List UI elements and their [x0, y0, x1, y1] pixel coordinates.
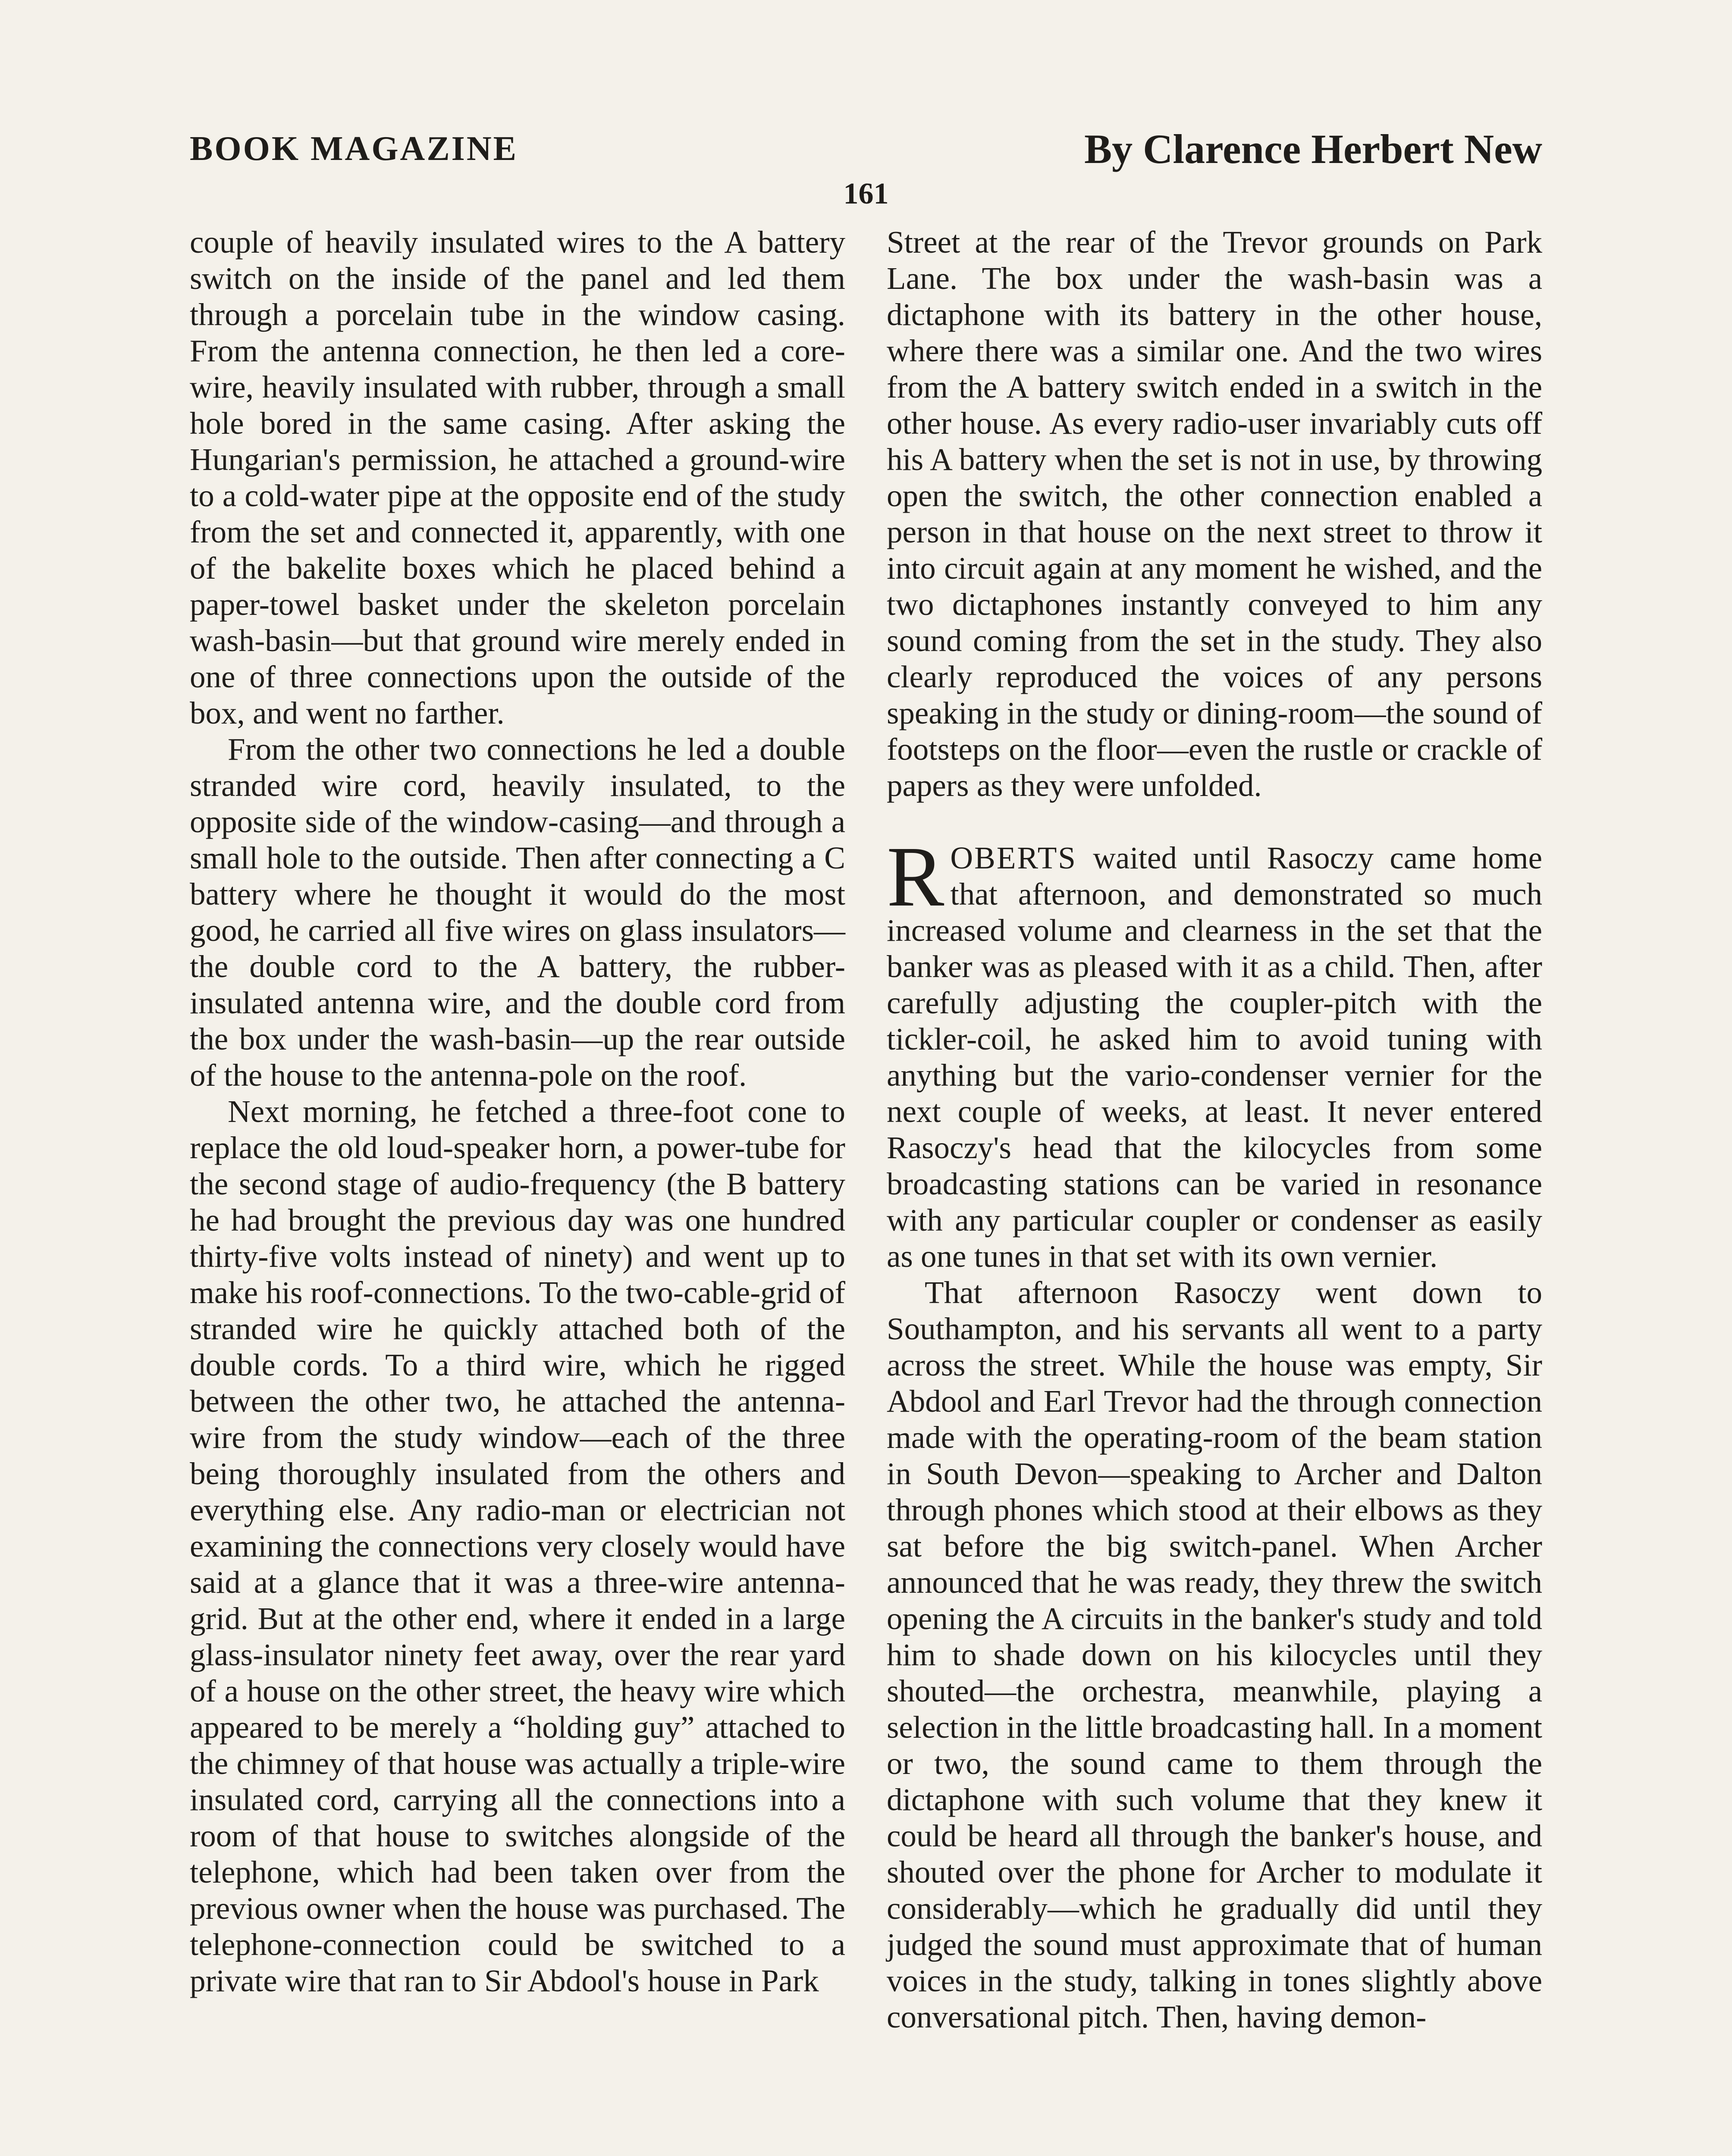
right-column [887, 224, 1542, 2035]
running-head-author: By Clarence Herbert New [1084, 126, 1542, 172]
paragraph-text: waited until Rasoczy came home that afternoon, and demonstrated so much increased volume and clearness in the set that the banker was as pleased with it as a child. Then, after carefully adjusting the coupler-pitch with the tickler-coil, he asked him to avoid tuning with anything but the vario-condenser vernier for the next couple of weeks, at least. It never entered Rasoczy's head that the kilocycles from some broadcasting stations can be varied in resonance with any particular coupler or condenser as easily as one tunes in that set with its own vernier. [887, 840, 1542, 1274]
paragraph: Next morning, he fetched a three-foot cone to replace the old loud-speaker horn, a power-tube for the second stage of audio-frequency (the B battery he had brought the previous day was one hundred thirty-five volts instead of ninety) and went up to make his roof-connections. To the two-cable-grid of stranded wire he quickly attached both of the double cords. To a third wire, which he rigged between the other two, he attached the antenna-wire from the study window—each of the three being thoroughly insulated from the others and everything else. Any radio-man or electrician not examining the connections very closely would have said at a glance that it was a three-wire antenna-grid. But at the other end, where it ended in a large glass-insulator ninety feet away, over the rear yard of a house on the other street, the heavy wire which appeared to be merely a “holding guy” attached to the chimney of that house was actually a triple-wire insulated cord, carrying all the connections into a room of that house to switches alongside of the telephone, which had been taken over from the previous owner when the house was purchased. The telephone-connection could be switched to a private wire that ran to Sir Abdool's house in Park [190, 1094, 845, 1998]
running-head-magazine: BOOK MAGAZINE [190, 130, 518, 168]
paragraph: Street at the rear of the Trevor grounds on Park Lane. The box under the wash-basin was a dictaphone with its battery in the other house, where there was a similar one. And the two wires from the A battery switch ended in a switch in the other house. As every radio-user invariably cuts off his A battery when the set is not in use, by throwing open the switch, the other connection enabled a person in that house on the next street to throw it into circuit again at any moment he wished, and the two dictaphones instantly conveyed to him any sound coming from the set in the study. They also clearly reproduced the voices of any persons speaking in the study or dining-room—the sound of footsteps on the floor—even the rustle or crackle of papers as they were unfolded. [887, 225, 1542, 803]
section-start-paragraph [887, 829, 1542, 1275]
paragraph: That afternoon Rasoczy went down to Southampton, and his servants all went to a party across the street. While the house was empty, Sir Abdool and Earl Trevor had the through connection made with the operating-room of the beam station in South Devon—speaking to Archer and Dalton through phones which stood at their elbows as they sat before the big switch-panel. When Archer announced that he was ready, they threw the switch opening the A circuits in the banker's study and told him to shade down on his kilocycles until they shouted—the orchestra, meanwhile, playing a selection in the little broadcasting hall. In a moment or two, the sound came to them through the dictaphone with such volume that they knew it could be heard all through the banker's house, and shouted over the phone for Archer to modulate it considerably—which he gradually did until they judged the sound must approximate that of human voices in the study, talking in tones slightly above conversational pitch. Then, having demon- [887, 1275, 1542, 2034]
drop-cap: R [887, 829, 944, 924]
left-column [190, 224, 845, 1999]
small-caps-lead: OBERTS [950, 840, 1077, 875]
paragraph: From the other two connections he led a double stranded wire cord, heavily insulated, to the opposite side of the window-casing—and through a small hole to the outside. Then after connecting a C battery where he thought it would do the most good, he carried all five wires on glass insulators—the double cord to the A battery, the rubber-insulated antenna wire, and the double cord from the box under the wash-basin—up the rear outside of the house to the antenna-pole on the roof. [190, 732, 845, 1093]
paragraph: couple of heavily insulated wires to the A battery switch on the inside of the panel and led them through a porcelain tube in the window casing. From the antenna connection, he then led a core-wire, heavily insulated with rubber, through a small hole bored in the same casing. After asking the Hungarian's permission, he attached a ground-wire to a cold-water pipe at the opposite end of the study from the set and connected it, apparently, with one of the bakelite boxes which he placed behind a paper-towel basket under the skeleton porcelain wash-basin—but that ground wire merely ended in one of three connections upon the outside of the box, and went no farther. [190, 225, 845, 730]
page-number: 161 [843, 177, 889, 210]
